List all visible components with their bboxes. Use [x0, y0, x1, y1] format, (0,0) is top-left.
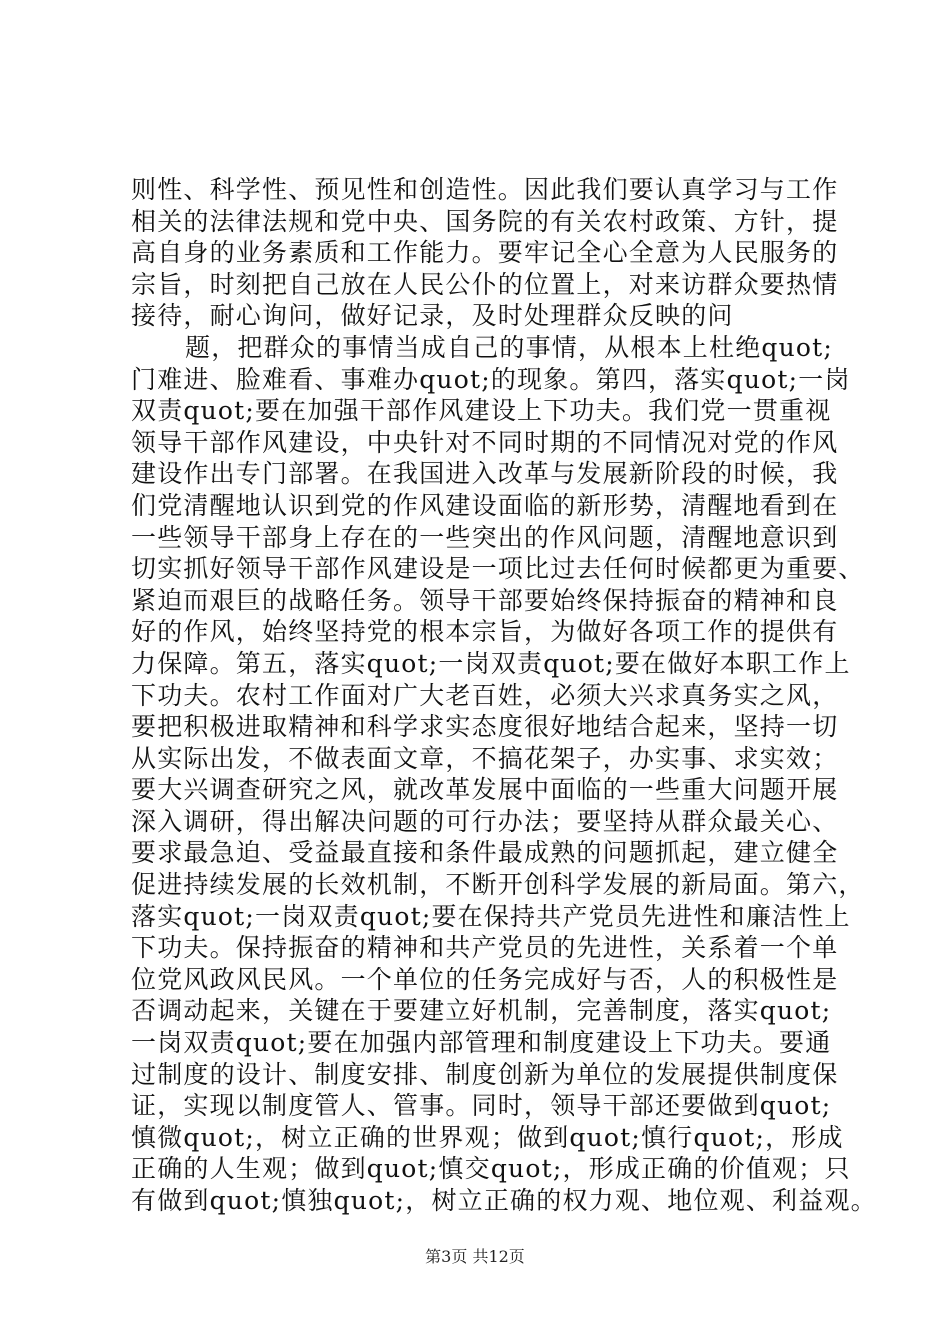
- text-line: 从实际出发，不做表面文章，不搞花架子，办实事、求实效；: [131, 743, 839, 773]
- text-line: 慎微quot;，树立正确的世界观；做到quot;慎行quot;，形成: [131, 1122, 844, 1152]
- text-line: 正确的人生观；做到quot;慎交quot;，形成正确的价值观；只: [131, 1154, 851, 1184]
- paragraph-start-line: 题，把群众的事情当成自己的事情，从根本上杜绝quot;: [185, 332, 834, 362]
- text-line: 紧迫而艰巨的战略任务。领导干部要始终保持振奋的精神和良: [131, 585, 839, 615]
- text-line: 落实quot;一岗双责quot;要在保持共产党员先进性和廉洁性上: [131, 901, 851, 931]
- text-line: 一岗双责quot;要在加强内部管理和制度建设上下功夫。要通: [131, 1028, 832, 1058]
- text-line: 证，实现以制度管人、管事。同时，领导干部还要做到quot;: [131, 1091, 832, 1121]
- text-line: 有做到quot;慎独quot;，树立正确的权力观、地位观、利益观。: [131, 1186, 877, 1215]
- text-line: 否调动起来，关键在于要建立好机制，完善制度，落实quot;: [131, 996, 832, 1026]
- text-line: 建设作出专门部署。在我国进入改革与发展新阶段的时候，我: [131, 459, 839, 489]
- text-line: 领导干部作风建设，中央针对不同时期的不同情况对党的作风: [131, 427, 839, 457]
- text-line: 一些领导干部身上存在的一些突出的作风问题，清醒地意识到: [131, 522, 839, 552]
- text-line: 双责quot;要在加强干部作风建设上下功夫。我们党一贯重视: [131, 396, 832, 426]
- text-line: 过制度的设计、制度安排、制度创新为单位的发展提供制度保: [131, 1059, 839, 1089]
- text-line: 相关的法律法规和党中央、国务院的有关农村政策、方针，提: [131, 206, 839, 236]
- text-line: 位党风政风民风。一个单位的任务完成好与否，人的积极性是: [131, 964, 839, 994]
- text-line: 则性、科学性、预见性和创造性。因此我们要认真学习与工作: [131, 175, 839, 204]
- text-line: 要求最急迫、受益最直接和条件最成熟的问题抓起，建立健全: [131, 838, 839, 868]
- text-line: 门难进、脸难看、事难办quot;的现象。第四，落实quot;一岗: [131, 364, 851, 394]
- text-line: 深入调研，得出解决问题的可行办法；要坚持从群众最关心、: [131, 806, 839, 836]
- text-line: 力保障。第五，落实quot;一岗双责quot;要在做好本职工作上: [131, 648, 851, 678]
- text-line: 下功夫。农村工作面对广大老百姓，必须大兴求真务实之风，: [131, 680, 839, 710]
- text-line: 好的作风，始终坚持党的根本宗旨，为做好各项工作的提供有: [131, 617, 839, 647]
- text-line: 宗旨，时刻把自己放在人民公仆的位置上，对来访群众要热情: [131, 269, 839, 299]
- text-line: 促进持续发展的长效机制，不断开创科学发展的新局面。第六，: [131, 870, 865, 900]
- body-text: [131, 174, 877, 1217]
- text-line: 切实抓好领导干部作风建设是一项比过去任何时候都更为重要、: [131, 554, 865, 584]
- text-line: 要把积极进取精神和科学求实态度很好地结合起来，坚持一切: [131, 712, 839, 742]
- page-number-footer: 第3页 共12页: [425, 1247, 525, 1266]
- text-line: 要大兴调查研究之风，就改革发展中面临的一些重大问题开展: [131, 775, 839, 805]
- text-line: 们党清醒地认识到党的作风建设面临的新形势，清醒地看到在: [131, 490, 839, 520]
- text-line: 接待，耐心询问，做好记录，及时处理群众反映的问: [131, 301, 734, 331]
- text-line: 下功夫。保持振奋的精神和共产党员的先进性，关系着一个单: [131, 933, 839, 963]
- text-line: 高自身的业务素质和工作能力。要牢记全心全意为人民服务的: [131, 238, 839, 268]
